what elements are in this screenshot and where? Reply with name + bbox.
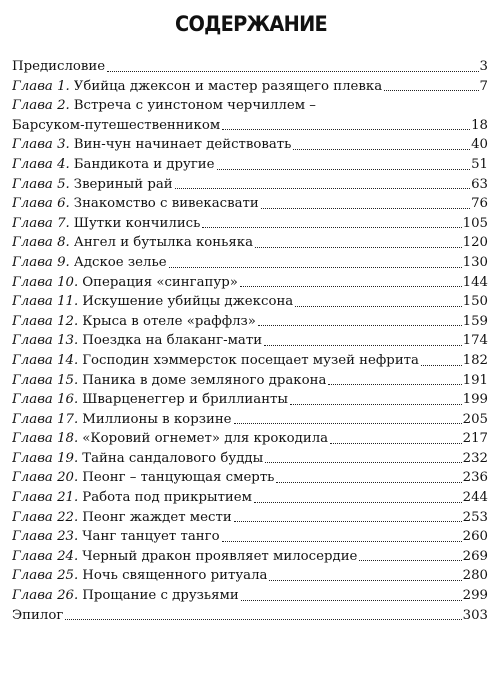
chapter-label: Глава 24. <box>12 548 79 564</box>
dot-leader <box>290 404 462 405</box>
entry-title: Шутки кончились <box>73 215 201 231</box>
toc-entry <box>12 390 488 410</box>
entry-title: Прощание с друзьями <box>82 588 239 604</box>
page-number: 63 <box>471 176 488 192</box>
chapter-label: Глава 3. <box>12 137 70 153</box>
dot-leader <box>254 502 462 503</box>
toc-entry <box>12 351 488 371</box>
toc-entry <box>12 253 488 273</box>
chapter-label: Глава 22. <box>12 509 79 525</box>
dot-leader <box>241 600 462 601</box>
entry-title: Бандикота и другие <box>73 156 215 172</box>
entry-title: Паника в доме земляного дракона <box>82 372 327 388</box>
chapter-label: Глава 19. <box>12 450 79 466</box>
dot-leader <box>202 227 461 228</box>
chapter-label: Глава 9. <box>12 254 70 270</box>
toc-entry <box>12 429 488 449</box>
dot-leader <box>65 619 461 620</box>
toc-entry <box>12 547 488 567</box>
page-number: 51 <box>471 156 488 172</box>
dot-leader <box>328 384 461 385</box>
dot-leader <box>330 443 462 444</box>
toc-entry <box>12 96 488 116</box>
toc-entry <box>12 468 488 488</box>
toc-entry <box>12 77 488 97</box>
entry-title: Пеонг – танцующая смерть <box>82 470 275 486</box>
toc-entry <box>12 233 488 253</box>
toc-entry <box>12 135 488 155</box>
entry-title: Убийца джексон и мастер разящего плевка <box>73 78 383 94</box>
page-number: 120 <box>462 235 488 251</box>
entry-title: Адское зелье <box>73 254 167 270</box>
entry-title: Звериный рай <box>73 176 173 192</box>
entry-title: Эпилог <box>12 607 64 623</box>
toc-entry <box>12 527 488 547</box>
toc-entry <box>12 194 488 214</box>
entry-title: Встреча с уинстоном черчиллем – <box>73 98 316 114</box>
chapter-label: Глава 14. <box>12 352 79 368</box>
toc-list <box>12 57 488 625</box>
page-number: 150 <box>462 294 488 310</box>
page-number: 105 <box>462 215 488 231</box>
chapter-label: Глава 20. <box>12 470 79 486</box>
entry-title: Ангел и бутылка коньяка <box>73 235 254 251</box>
page-number: 7 <box>479 78 488 94</box>
dot-leader <box>269 580 461 581</box>
entry-title: Барсуком-путешественником <box>12 117 221 133</box>
page-number: 144 <box>462 274 488 290</box>
chapter-label: Глава 16. <box>12 392 79 408</box>
dot-leader <box>222 129 470 130</box>
dot-leader <box>107 71 478 72</box>
entry-title: Крыса в отеле «раффлз» <box>82 313 256 329</box>
toc-entry <box>12 566 488 586</box>
toc-entry <box>12 331 488 351</box>
entry-title: Чанг танцует танго <box>82 529 220 545</box>
entry-title: Господин хэммерсток посещает музей нефрита <box>82 352 419 368</box>
page-number: 191 <box>462 372 488 388</box>
chapter-label: Глава 8. <box>12 235 70 251</box>
toc-entry <box>12 410 488 430</box>
chapter-label: Глава 6. <box>12 196 70 212</box>
entry-title: Ночь священного ритуала <box>82 568 268 584</box>
page-number: 182 <box>462 352 488 368</box>
dot-leader <box>234 423 462 424</box>
toc-entry <box>12 586 488 606</box>
toc-entry <box>12 155 488 175</box>
dot-leader <box>222 541 462 542</box>
dot-leader <box>276 482 461 483</box>
toc-entry <box>12 292 488 312</box>
page-number: 40 <box>471 137 488 153</box>
entry-title: Шварценеггер и бриллианты <box>82 392 288 408</box>
chapter-label: Глава 5. <box>12 176 70 192</box>
chapter-label: Глава 7. <box>12 215 70 231</box>
toc-entry <box>12 371 488 391</box>
chapter-label: Глава 12. <box>12 313 79 329</box>
page-number: 205 <box>462 411 488 427</box>
entry-title: Поездка на блаканг-мати <box>82 333 263 349</box>
chapter-label: Глава 15. <box>12 372 79 388</box>
toc-entry <box>12 273 488 293</box>
chapter-label: Глава 23. <box>12 529 79 545</box>
entry-title: Операция «сингапур» <box>82 274 238 290</box>
page-title: СОДЕРЖАНИЕ <box>175 12 327 36</box>
entry-title: Миллионы в корзине <box>82 411 232 427</box>
dot-leader <box>169 267 462 268</box>
entry-title: Черный дракон проявляет милосердие <box>82 548 358 564</box>
page-number: 303 <box>462 607 488 623</box>
chapter-label: Глава 25. <box>12 568 79 584</box>
dot-leader <box>293 149 470 150</box>
page-number: 76 <box>471 196 488 212</box>
entry-title: Работа под прикрытием <box>82 490 252 506</box>
page-number: 253 <box>462 509 488 525</box>
page-number: 269 <box>462 548 488 564</box>
chapter-label: Глава 17. <box>12 411 79 427</box>
page-number: 18 <box>471 117 488 133</box>
dot-leader <box>217 169 471 170</box>
dot-leader <box>264 345 462 346</box>
toc-entry <box>12 606 488 626</box>
entry-title: Предисловие <box>12 59 106 74</box>
dot-leader <box>261 208 470 209</box>
toc-entry <box>12 449 488 469</box>
dot-leader <box>359 560 461 561</box>
chapter-label: Глава 1. <box>12 78 70 94</box>
page-number: 217 <box>462 431 488 447</box>
page-number: 199 <box>462 392 488 408</box>
toc-entry <box>12 214 488 234</box>
dot-leader <box>175 188 470 189</box>
page-number: 280 <box>462 568 488 584</box>
page-number: 174 <box>462 333 488 349</box>
page-number: 130 <box>462 254 488 270</box>
chapter-label: Глава 10. <box>12 274 79 290</box>
toc-entry <box>12 175 488 195</box>
page-number: 3 <box>479 59 488 74</box>
toc-entry <box>12 116 488 136</box>
page-number: 244 <box>462 490 488 506</box>
page-number: 260 <box>462 529 488 545</box>
page-number: 236 <box>462 470 488 486</box>
page-number: 159 <box>462 313 488 329</box>
chapter-label: Глава 21. <box>12 490 79 506</box>
dot-leader <box>234 521 462 522</box>
page-number: 232 <box>462 450 488 466</box>
page-number: 299 <box>462 588 488 604</box>
chapter-label: Глава 13. <box>12 333 79 349</box>
dot-leader <box>295 306 461 307</box>
chapter-label: Глава 2. <box>12 98 70 114</box>
dot-leader <box>255 247 462 248</box>
toc-entry <box>12 57 488 77</box>
entry-title: Пеонг жаждет мести <box>82 509 232 525</box>
entry-title: Искушение убийцы джексона <box>82 294 294 310</box>
entry-title: Вин-чун начинает действовать <box>73 137 292 153</box>
chapter-label: Глава 18. <box>12 431 79 447</box>
chapter-label: Глава 11. <box>12 294 79 310</box>
toc-entry <box>12 508 488 528</box>
entry-title: Знакомство с вивекасвати <box>73 196 259 212</box>
dot-leader <box>258 325 462 326</box>
toc-entry <box>12 312 488 332</box>
entry-title: «Коровий огнемет» для крокодила <box>82 431 329 447</box>
dot-leader <box>421 365 462 366</box>
dot-leader <box>265 462 461 463</box>
chapter-label: Глава 26. <box>12 588 79 604</box>
chapter-label: Глава 4. <box>12 156 70 172</box>
dot-leader <box>384 90 478 91</box>
toc-entry <box>12 488 488 508</box>
entry-title: Тайна сандалового будды <box>82 450 264 466</box>
dot-leader <box>240 286 462 287</box>
